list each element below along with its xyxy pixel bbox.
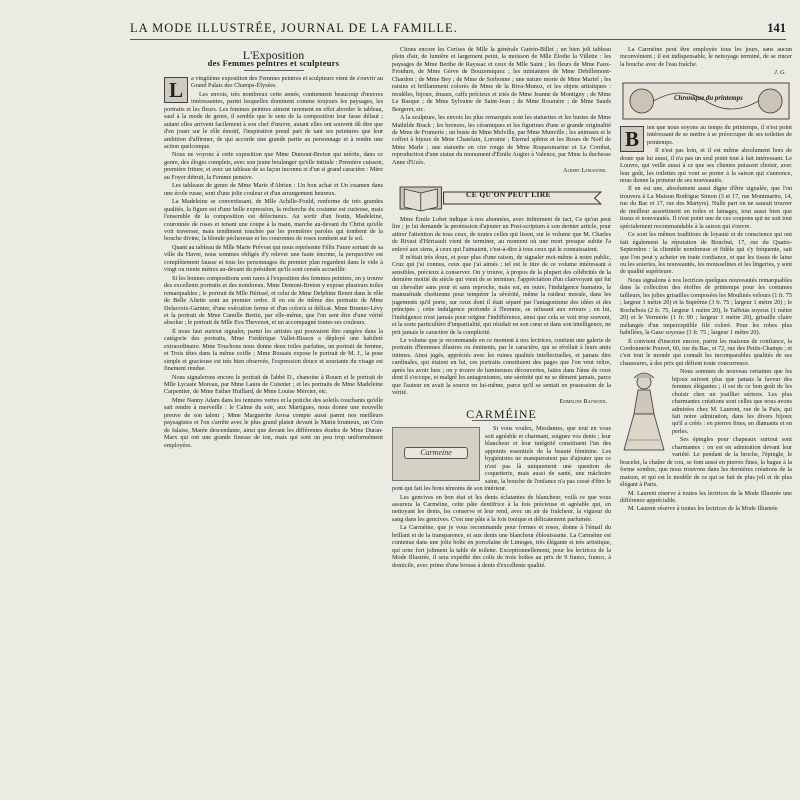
paragraph: M. Laurent réserve à toutes les lectrices de la Mode Illustrée [628, 505, 778, 513]
paragraph: Les gencives en bon état et les dents éclatantes de blancheur, voilà ce que vous assurera la Carméine, cette pâte dentifrice à la fois précieuse et agréable qui, en nettoyant les dents, les conserve et leur rend, avec un air de fraîcheur, la vigueur du sang dans les gencives. C'est une pâte à la fois tonique et délicatement parfumée. [392, 493, 611, 523]
paragraph: Ses épingles pour chapeaux surtout sont charmantes : on est en admiration devant leur variété. Le pendant de la broche, l'épingle, le bracelet, la chaîne de cou, se font aussi en pierres fines, la bague à la forme sombre, que nous trouvons dans les dernières créations de la maison, et qui est le modèle de ce qui se fait de plus joli et de plus élégant à Paris. [620, 436, 792, 489]
author-signature: Emmeline Raymond. [559, 397, 607, 405]
paragraph: Les envois, très nombreux cette année, contiennent beaucoup d'œuvres intéressantes, parmi lesquelles dominent comme toujours les paysages, les portraits et les fleurs. Les femmes peintres aiment rarement en effet aborder le tableau, sauf à la mode de genre, il semble que le sens de la composition leur fasse défaut ; autant elles arrivent facilement à son chef d'œuvre, autant elles ont souvent dû dire que d'en jouer sur le rôle émotif, l'inspiration prend part de tant ses peintures que leur ambition d'affirmer, de qui accorde une grande partie au personnage et à rendre une action quelconque. [164, 90, 383, 150]
paragraph: La Carméine, que je vous recommande pour formes et roses, donne à l'émail du brillant et de la transparence, et aux dents une blancheur éblouissante. La Carméine est contenue dans une jolie boîte en porcelaine de Limoges, très élégante et très artistique, qui orne fort joliment la table de toilette. Exceptionnellement, pour les lectrices de la Mode Illustrée, il sera expédié des colis de trois boîtes au prix de 9 francs, franco, à domicile, avec prime d'une brosse à dents d'excellente qualité. [392, 524, 611, 569]
paragraph: Il en est une, absolument aussi digne d'être signalée, que l'on trouvera à La Maison Rodrigue Simon (3 et 17, rue Montmartre, 14, rue du Bac et 17, rue des Martyrs). Nulle part on ne saurait trouver de meilleur assortiment en toiles et lainages, tout aussi bien que tissus et nouveautés. Il n'est point une de ces coupons qui ne soit tout spécialement recommandable à la saison qui s'ouvre. [620, 185, 792, 230]
carmeine-title: CARMÉINE [466, 407, 537, 422]
lire-title: CE QU'ON PEUT LIRE [466, 189, 551, 199]
paragraph: Ce sont les mêmes traditions de loyauté et de conscience qui ont fait également la réputation de Bouchut, 17, rue du Quatre-Septembre : la clientèle nombreuse et fidèle qui s'y fréquente, sait que l'on peut y acheter en toute confiance, et que les tissus de laine ou les soieries, les nouveautés, les mousselines et les lingeries, y sont de qualité supérieure. [620, 231, 792, 276]
paragraph: La Carméine peut être employée tous les jours, sans aucun inconvénient ; il est indispensable, le nettoyage terminé, de se rincer la bouche avec de l'eau fraîche. [620, 46, 792, 68]
paragraph: Les tableaux de genre de Mme Marie d'Abrien : Un bon achat et Un examen dans une école russe, sont d'une jolie couleur et d'un arrangement heureux. [164, 182, 383, 197]
paragraph: Nous ne voyons à cette exposition que Mme Dumont-Breton qui mérite, dans ce genre, des éloges complets, avec son jeune boulanger qu'elle intitule : Première cuisson, première friture, et avec un tableau de sa façon inconnu et d'un si grand caractère : Mère au Foyer détruit, la Femme pensive. [164, 151, 383, 181]
paragraph: Si vous voulez, Mesdames, que tout en vous soit agréable et charmant, soignez vos dents ; leur blancheur et leur intégrité constituent l'un des appoints essentiels de la beauté féminine. Les hygiénistes ne manqueraient pas d'ajouter que ce n'est pas là uniquement une question de coquetterie, mais aussi de santé, une mâchoire saine, la bouche de l'enfance n'a pas cessé d'être le pont qui fait les bons témoins de son intérieur. [392, 425, 611, 493]
author-signature: J. G. [774, 69, 786, 77]
author-signature: Albert Lemaistre. [562, 167, 607, 175]
chronique-vignette [622, 81, 790, 121]
paragraph: Mme Émile Lobet indique à nos abonnées, avec infiniment de tact, Ce qu'on peut lire ; je lui demande la permission d'ajouter un Post-scriptum à son dernier article, pour attirer l'attention de tous ceux, de toutes celles qui lisent, sur le volume que M. Charles de Rivast d'Hérisault vient de terminer, au moment où une mort presque subite l'a enlevé aux siens, à ceux qui l'aimaient, c'est-à-dire à tous ceux qui le connaissaient. [392, 215, 611, 253]
paragraph: Nous signalerons encore le portrait de l'abbé D., chanoine à Rouen et le portrait de Mlle Lycaste Moreau, par Mme Laura de Cuisnier ; et les portraits de Mme Madeleine Carpentier, de Mme Esther Huillard, de Mme Louise Mercier, etc. [164, 373, 383, 396]
paragraph: Si les bonnes compositions sont rares à l'exposition des femmes peintres, on y trouve des excellents portraits et des nombreux. Mme Demont-Breton y expose plusieurs toiles remarquables ; le portrait de Mlle Hérissé, et celui de Mme Delphine Renot dans le rôle de Belle Aliette sont au premier ordre. Il en est de même des portraits de Mme Delacroix-Garnier, d'une exécution ferme et d'un coloris si délicat. Mme Brunier-Lévy et la portrait de Mme Camille Bertin, par elle-même, que l'on sent être d'une vérité absolue ; le portrait de Mlle Eva Thevenot, et un accompagné toutes ses couleurs. [164, 274, 383, 327]
drop-cap: L [164, 77, 188, 103]
paragraph: Il n'est pas loin, et il est même absolument hors de doute que lui aussi, il n'a pas un seul point tout à fait intéressant. Le Louvre, qui veille aussi à ce que ses clientes puissent choisir, avec leur goût, les toilettes qui vont se porter à la saison qui s'annonce, nous donne la primeur de ses nouveautés. [620, 147, 792, 184]
chronique-title: Chronique du printemps [674, 94, 743, 102]
paragraph: Nous signalons à nos lectrices quelques nouveautés remarquables dans la collection des étoffes de printemps pour les costumes tailleurs, les jolies grisailles composées les Moulinés velours (1 fr. 75 ; largeur 1 mètre 20) et la Suprême (3 fr. 75 ; largeur 1 mètre 20) ; le Rochebois (2 fr. 75, largeur 1 mètre 20), le Taffetas soyeux (1 mètre 20) et le Vermerie (1 fr. 90 ; largeur 1 mètre 20), grisaille claire mélangée d'un imperceptible filé coloré. Pour les robes plus habillées, la Gaze soyeuse (3 fr. 75 ; largeur 1 mètre 20). [620, 276, 792, 337]
paragraph: Il m'était très doux, et pour plus d'une raison, de signaler moi-même à notre public, Cruz qui j'ai connus, ceux que j'ai aimés ; tel est le titre de ce volume intéressant à sensibles, précieux à conserver. On y trouve, à propos de la plupart des célébrités de la dernière moitié du siècle qui vient de se terminer, l'appréciation d'un clairvoyant qui fut un chevalier sans peur et sans reproche, mais est, en outre, l'indulgence humaine, la mansuétude chrétienne pour tempérer la sévérité, même la raideur morale, dans les jugements qu'il porte, sur ceux dont il était séparé par l'antagonisme des idées et des principes ; cette indulgence profonde à l'homme, se refusant aux erreurs ; en lui, l'indulgence n'est jamais pour origine l'indifférence, ainsi que cela se voit trop souvent, et la sorte particulière d'impartialité, qui résidait en son cœur et dans son intelligence, ne prit jamais le caractère de la complicité. [392, 253, 611, 336]
lire-banner [398, 179, 605, 213]
paragraph: Le volume que je recommande en ce moment à nos lectrices, contient une galerie de portraits d'hommes illustres ou éminents, par le caractère, qui se révèlait à leurs amis intimes. Ainsi jugés, appréciés avec les ruines qualités intellectuelles, et jamais dire cardinales, qui étaient en lui, ces portraits constituent des pages que l'on veut relire, après les avoir lues ; on y trouve de lumineuses découvertes, faites dans l'âme de ceux dont il s'occupe, et malgré les antagonismes, une sérénité qui ne se dément jamais, parce que l'auteur en avait la source en lui-même, parce qu'il se sentait en possession de la vérité. [392, 336, 611, 397]
exposition-title: L'Exposition [242, 48, 305, 62]
running-header [130, 10, 786, 40]
paragraph: M. Laurent réserve à toutes les lectrices de la Mode Illustrée une différence appréciable. [620, 489, 792, 505]
drop-cap: B [620, 126, 644, 152]
carmeine-label: Carmeine [404, 447, 468, 458]
exposition-subtitle: des Femmes peintres et sculpteurs [207, 59, 340, 69]
page-number: 141 [767, 21, 786, 35]
fashion-figure-illustration [620, 370, 668, 452]
paragraph: La Madeleine se convertissant, de Mlle Achille-Fould, renferme de très grandes qualités, la figure est d'une belle expression, la recherche du costume est curieuse, mais l'ensemble de la composition est défectueux. Au sortir d'un festin, Madeleine, couronnée de roses et tenant une coupe à la main, marche au-devant du Christ qu'elle voit traverser, mais tendiment touchée par les premières paroles qui tombent de la bouche divine, la blonde pécheresse et les couronnes de roses tombent sur le sol. [164, 198, 383, 243]
title-rule [244, 70, 304, 71]
carmeine-box-illustration [392, 427, 480, 481]
paragraph: Quant au tableau de Mlle Marie Prévost qui nous représente Félix Faure sortant de sa ville du Havre, nous sommes obligés d'y relever une faute énorme, la perspective est complètement fausse et tous les personnages du premier plan regardent dans le vide à vingt ou trente mètres au-devant du président qu'ils sont censés accueillir. [164, 243, 383, 274]
column-3 [620, 46, 792, 788]
lady-figure-icon [620, 370, 668, 452]
paragraph: Mme Nanny Adam dans les tentures vertes et la potiche des soleils couchants qu'elle sait rendre à merveille : le Calme du soir, aux Martigues, nous donne une nouvelle preuve de son talent ; Mme Marguerite Arosa compte aussi parmi nos meilleurs paysagistes et l'on s'arrête avec le plus grand plaisir devant le Matin brumeux, un Coin de falaise, Marée descendante, ainsi que devant les différentes études de Mme Duran-Marx qui ont une grande finesse de ton, mais qui sont un peu trop uniformément employées. [164, 396, 383, 449]
paragraph: A la sculpture, les envois les plus remarqués sont les statuettes et les bustes de Mme Mathilde Brack ; les bronzes, les céramiques et les figurines d'une si grande originalité de Mme de Frumerie ; un buste de Mme Melville, par Mme Munville ; les animaux et le coffret à bijoux de Mme Chatelain, Lorraine ; Éternel sphinx et les Roses de Noël de Mme Marle ; une statuette en cire rouge de Mme Roquesmarine et Le Combat, reproduction d'une statue du monument d'Émile Augier à Valence, par Mme la duchesse Anne d'Uzès. [392, 114, 611, 166]
paragraph: Citons encore les Cerises de Mlle la générale Guérin-Billet ; un bien joli tableau plein d'air, de lumière et largement peint, la moisson de Mlle Élodie la Villette : les paysages de Mme Berthe de Rayssac et ceux de Mlle Saint ; les fleurs de Mme Faux-Froidure, de Mme Gérve de Bouzemiquez ; les miniatures de Mme Debillemont-Chardon ; de Mme Bey ; de Mme de Sorbonne ; une nature morte de Mme Martel ; les raisins et brillamment colorés de Mme de la Riva-Munoz, et les objets artistiques : modèles, bijoux, émaux, caffs précieux et triés de Mme Jeanne de Montigny ; de Mme Le Basque ; de Mme Sylvaine de Saint-Jean ; de Mme Roumère ; de Mme Sauds Bergeret, etc. [392, 46, 611, 113]
column-1 [164, 46, 383, 788]
paragraph: Il convient d'inscrire encore, parmi les maisons de confiance, la Cordonnerie Pouvet, 60, rue du Bac, et 72, rue des Petits-Champs ; et c'est tout le monde qui connaît les incomparables qualités de ses chaussures, à des prix qui défient toute concurrence. [620, 337, 792, 367]
paragraph: Nous sommes de nouveau certaines que les bijoux suivent plus que jamais la faveur des femmes élégantes ; il est de ce bon goût de les choisir chez un joaillier sérieux. Les plus charmantes créations sont celles que nous avons admirées chez M. Laurent, rue de la Paix, qui fait notre admiration, dans les divers bijoux qu'il a créés : en pierres fines, en diamants et en perles. [672, 368, 792, 435]
paragraph: Il nous faut surtout signaler, parmi les artistes qui pouvaient être rangées dans la catégorie des portraits, Mme Frédérique Vallet-Bisson a déployé une habileté extraordinaire. Mme Touchous nous donne deux toiles parfaites, un portrait de femme, et Trois têtes dans la même coiffe ; Mme Rossais expose le portrait de M. J., la pose simple et gracieuse est très bien observée, l'expression douce et souriante du visage est finement rendue. [164, 327, 383, 373]
exposition-lead: L a vingtième exposition des Femmes peintres et sculpteurs vient de s'ouvrir au Grand Palais des Champs-Élysées. [164, 75, 383, 90]
column-2 [392, 46, 611, 788]
chronique-lead: B ien que nous soyons au temps du printemps, il n'est point intéressant de se mettre à se préoccuper de ses toilettes de printemps. [620, 124, 792, 146]
running-title: LA MODE ILLUSTRÉE, JOURNAL DE LA FAMILLE. [130, 21, 458, 35]
